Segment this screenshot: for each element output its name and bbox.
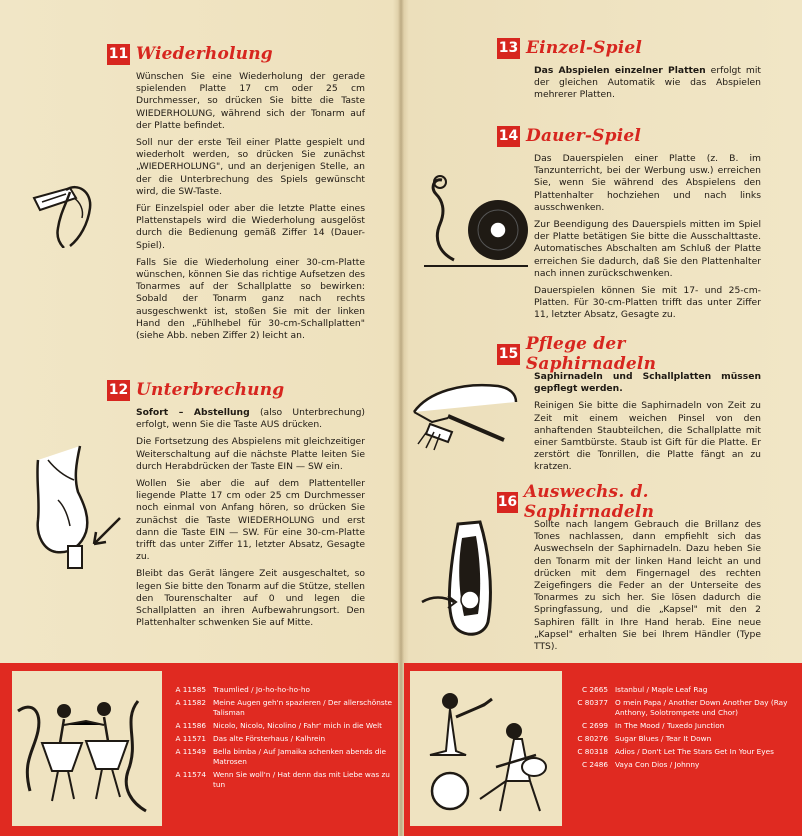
record-title: In The Mood / Tuxedo Junction — [615, 721, 725, 730]
record-number: A 11582 — [175, 698, 206, 707]
jazz-band-icon — [410, 671, 562, 826]
section-12 — [107, 378, 365, 634]
paragraph: Die Fortsetzung des Abspielens mit gleichzeitiger Weiterschaltung auf die nächste Platte leiten Sie durch Herabdrücken der Taste EIN — SW ein. — [136, 436, 365, 472]
paragraph: Dauerspielen können Sie mit 17- und 25-cm-Platten. Für 30-cm-Platten trifft das unter Ziffer 11, letzter Absatz, Gesagte zu. — [534, 285, 761, 321]
paragraph: Wollen Sie aber die auf dem Plattenteller liegende Platte 17 cm oder 25 cm Durchmesser noch einmal von Anfang hören, so drücken Sie zunächst die Taste WIEDERHOLUNG und erst dann die Taste EIN — SW. Für eine 30-cm-Platte trifft das unter Ziffer 11, letzter Absatz, Gesagte zu. — [136, 478, 365, 563]
record-title: Sugar Blues / Tear It Down — [615, 734, 712, 743]
record-number: C 2665 — [582, 685, 608, 694]
list-item — [574, 698, 800, 718]
dancing-couple-icon — [12, 671, 162, 826]
paragraph: Zur Beendigung des Dauerspiels mitten im Spiel der Platte betätigen Sie bitte die Ausschalttaste. Automatisches Abschalten am Schluß der Platte erreichen Sie dadurch, daß Sie den Plattenhalter nach innen zurückschwenken. — [534, 219, 761, 279]
list-item — [574, 747, 800, 757]
tonearm-record-icon — [420, 170, 532, 270]
record-number: A 11585 — [175, 685, 206, 694]
hand-pressing-button-icon — [30, 168, 100, 248]
section-title: Unterbrechung — [136, 380, 285, 400]
record-number: C 80276 — [577, 734, 608, 743]
list-item — [172, 734, 394, 744]
lead-rest: erfolgt mit der gleichen Automatik wie das Abspielen mehrerer Platten. — [534, 65, 762, 101]
record-number: C 80377 — [577, 698, 608, 707]
list-item — [172, 770, 394, 790]
section-14 — [497, 124, 761, 327]
paragraph — [534, 65, 761, 102]
list-item — [574, 760, 800, 770]
record-title: Bella bimba / Auf Jamaika schenken abends die Matrosen — [213, 747, 387, 766]
list-item — [574, 721, 800, 731]
record-title: Wenn Sie woll'n / Hat denn das mit Liebe was zu tun — [213, 770, 390, 789]
record-number: C 80318 — [577, 747, 608, 756]
list-item — [172, 685, 394, 695]
paragraph: Reinigen Sie bitte die Saphirnadeln von Zeit zu Zeit mit einem weichen Pinsel von den anhaftenden Staubteilchen, die Schallplatte mit einer Samtbürste. Staub ist Gift für die Platte. Er zerstört die Tonrillen, die Platte fängt an zu kratzen. — [534, 400, 761, 473]
lead-rest: (also Unterbrechung) erfolgt, wenn Sie die Taste AUS drücken. — [136, 407, 366, 431]
list-item — [172, 747, 394, 767]
record-list-left — [172, 685, 394, 793]
section-number: 13 — [497, 38, 520, 59]
list-item — [574, 734, 800, 744]
record-number: A 11574 — [175, 770, 206, 779]
record-title: Das alte Försterhaus / Kalhrein — [213, 734, 326, 743]
section-title: Pflege der Saphirnadeln — [525, 334, 657, 374]
record-title: Meine Augen geh'n spazieren / Der allerschönste Talisman — [213, 698, 393, 717]
paragraph: Soll nur der erste Teil einer Platte gespielt und wiederholt werden, so drücken Sie zunächst „WIEDERHOLUNG", und an derjenigen Stelle, an der die Unterbrechung des Spiels gewünscht wird, die SW-Taste. — [136, 137, 365, 197]
paragraph: Wünschen Sie eine Wiederholung der gerade spielenden Platte 17 cm oder 25 cm Durchmesser, so drücken Sie bitte die Taste WIEDERHOLUNG, während sich der Tonarm auf der Platte befindet. — [136, 71, 365, 131]
record-ad-band-right — [404, 663, 802, 836]
brush-cleaning-needle-icon — [408, 372, 526, 458]
finger-pressing-key-icon — [28, 440, 128, 570]
record-list-right — [574, 685, 800, 773]
section-number: 16 — [497, 492, 518, 513]
lead-text: Sofort – Abstellung — [136, 407, 250, 418]
record-number: A 11586 — [175, 721, 206, 730]
section-number: 11 — [107, 44, 130, 65]
section-title: Wiederholung — [136, 44, 273, 64]
paragraph: Saphirnadeln und Schallplatten müssen gepflegt werden. — [534, 371, 761, 395]
tonearm-capsule-icon — [418, 518, 522, 642]
record-title: Istanbul / Maple Leaf Rag — [615, 685, 708, 694]
paragraph: Für Einzelspiel oder aber die letzte Platte eines Plattenstapels wird die Wiederholung ausgelöst durch die Bedienung gemäß Ziffer 14 (Dauer-Spiel). — [136, 203, 365, 251]
record-number: C 2699 — [582, 721, 608, 730]
list-item — [172, 721, 394, 731]
lead-text: Das Abspielen einzelner Platten — [534, 65, 706, 76]
paragraph: Das Dauerspielen einer Platte (z. B. im Tanzunterricht, bei der Werbung usw.) erreichen Sie, wenn Sie während des Abspielens den Plattenhalter hochziehen und nach links ausschwenken. — [534, 153, 761, 213]
paragraph: Bleibt das Gerät längere Zeit ausgeschaltet, so legen Sie bitte den Tonarm auf die Stütze, stellen den Tourenschalter auf 0 und legen die Schallplatten an ihren Aufbewahrungsort. Den Plattenhalter schwenken Sie auf Mitte. — [136, 568, 365, 629]
section-11 — [107, 42, 365, 347]
record-ad-band-left — [0, 663, 398, 836]
section-15 — [497, 334, 761, 479]
paragraph — [136, 407, 365, 431]
paragraph: Sollte nach langem Gebrauch die Brillanz des Tones nachlassen, dann empfiehlt sich das Auswechseln der Saphirnadeln. Dazu heben Sie den Tonarm mit der linken Hand leicht an und drücken mit dem Fingernagel des rechten Zeigefingers die Feder an der Unterseite des Tonarmes zu sich her. Sie lösen dadurch die Springfassung, und die „Kapsel" mit den 2 Saphiren fällt in Ihre Hand herab. Eine neue „Kapsel" erhalten Sie bei Ihrem Händler (Type TTS). — [534, 519, 761, 653]
record-title: Vaya Con Dios / Johnny — [615, 760, 700, 769]
section-number: 15 — [497, 344, 520, 365]
section-16 — [497, 482, 761, 658]
record-title: Nicolo, Nicolo, Nicolino / Fahr' mich in die Welt — [213, 721, 383, 730]
section-title: Einzel-Spiel — [526, 38, 643, 58]
list-item — [574, 685, 800, 695]
section-number: 14 — [497, 126, 520, 147]
section-number: 12 — [107, 380, 130, 401]
record-title: O mein Papa / Another Down Another Day (Ray Anthony, Solotrompete und Chor) — [615, 698, 788, 717]
section-13 — [497, 36, 761, 107]
section-title: Auswechs. d. Saphirnadeln — [523, 482, 655, 522]
record-number: A 11549 — [175, 747, 206, 756]
list-item — [172, 698, 394, 718]
record-title: Adios / Don't Let The Stars Get In Your Eyes — [615, 747, 774, 756]
record-title: Traumlied / Jo-ho-ho-ho-ho — [213, 685, 310, 694]
record-number: C 2486 — [582, 760, 608, 769]
paragraph: Falls Sie die Wiederholung einer 30-cm-Platte wünschen, können Sie das richtige Aufsetzen des Tonarmes auf der Schallplatte so bewirken: Sobald der Tonarm ganz nach rechts ausgeschwenkt ist, stoßen Sie mit der linken Hand den „Fühlhebel für 30-cm-Schallplatten" (siehe Abb. neben Ziffer 2) leicht an. — [136, 256, 365, 342]
section-title: Dauer-Spiel — [526, 126, 642, 146]
record-number: A 11571 — [175, 734, 206, 743]
